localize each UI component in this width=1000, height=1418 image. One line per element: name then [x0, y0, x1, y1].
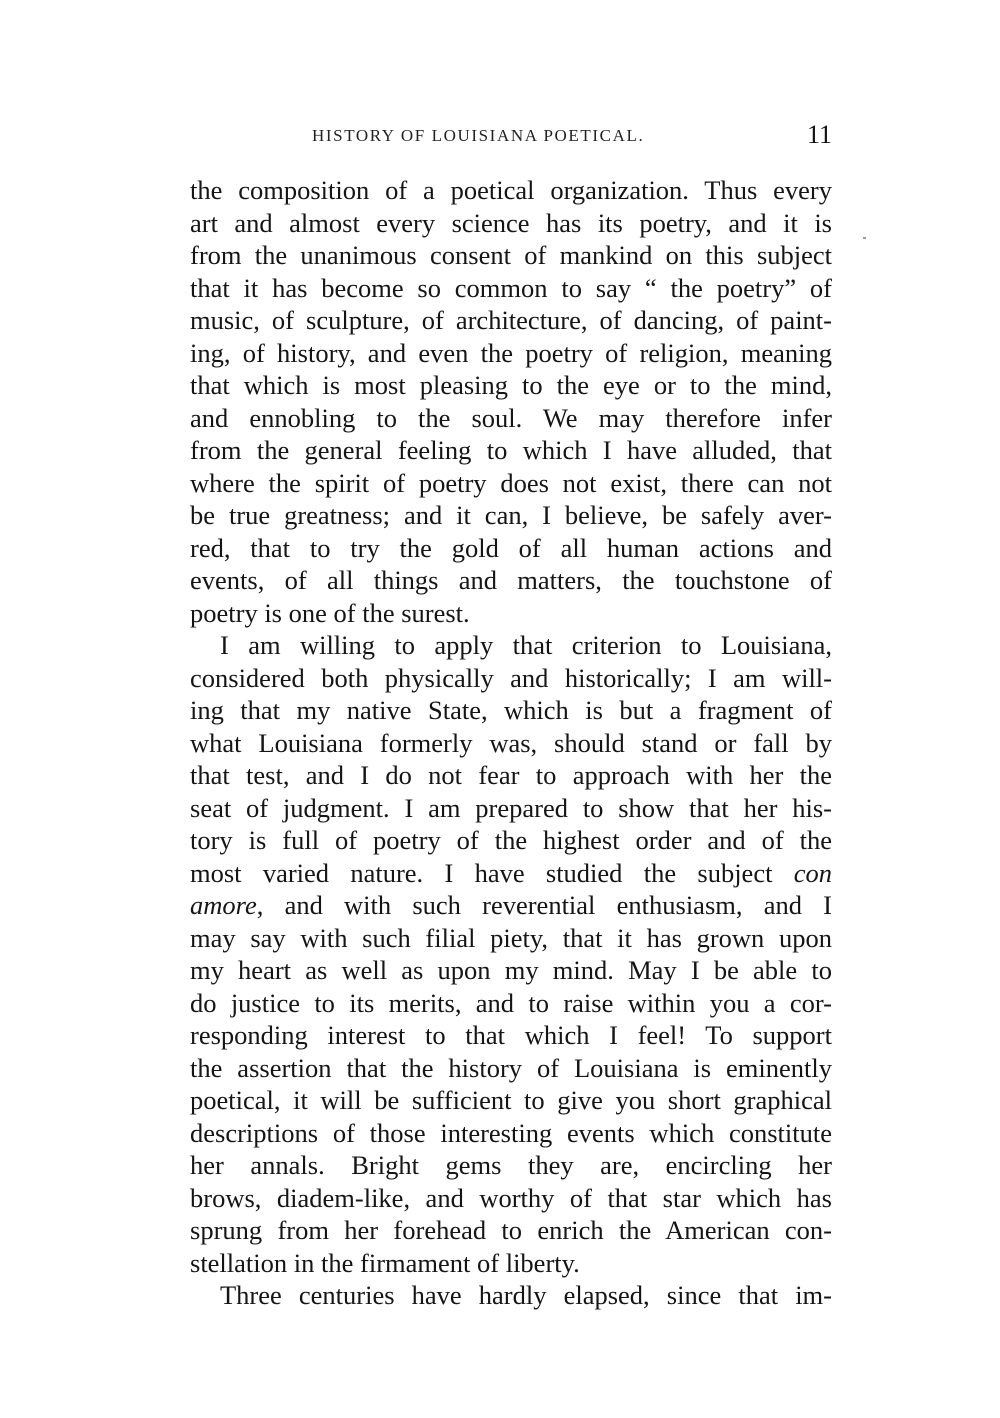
- text-line: my heart as well as upon my mind. May I be able to: [190, 955, 832, 985]
- text-line: may say with such filial piety, that it has grown upon: [190, 922, 832, 953]
- text-line: brows, diadem-like, and worthy of that star which has: [190, 1182, 832, 1213]
- text-segment: , and with such reverential enthusiasm, and I: [256, 890, 832, 920]
- text-line: be true greatness; and it can, I believe, be safely aver-: [190, 500, 832, 530]
- text-line: her annals. Bright gems they are, encircling her: [190, 1150, 832, 1180]
- text-line: music, of sculpture, of architecture, of dancing, of paint-: [190, 305, 832, 335]
- text-line: art and almost every science has its poetry, and it is: [190, 207, 832, 238]
- text-line: what Louisiana formerly was, should stand or fall by: [190, 727, 832, 758]
- text-line-with-italic: [190, 857, 832, 890]
- text-line: that test, and I do not fear to approach with her the: [190, 760, 832, 790]
- text-line: considered both physically and historically; I am will-: [190, 662, 832, 693]
- text-line: ing that my native State, which is but a fragment of: [190, 695, 832, 725]
- text-line: the composition of a poetical organization. Thus every: [190, 175, 832, 205]
- text-line: poetical, it will be sufficient to give you short graphical: [190, 1085, 832, 1115]
- text-line: the assertion that the history of Louisiana is eminently: [190, 1052, 832, 1083]
- text-line: events, of all things and matters, the touchstone of: [190, 565, 832, 595]
- text-line: responding interest to that which I feel! To support: [190, 1020, 832, 1050]
- text-line: tory is full of poetry of the highest order and of the: [190, 825, 832, 855]
- text-line: poetry is one of the surest.: [190, 597, 470, 628]
- italic-phrase: amore: [190, 890, 257, 920]
- text-line: from the general feeling to which I have alluded, that: [190, 435, 832, 465]
- text-line: from the unanimous consent of mankind on this subject: [190, 240, 832, 270]
- text-line: and ennobling to the soul. We may therefore infer: [190, 402, 832, 433]
- text-line: red, that to try the gold of all human actions and: [190, 532, 832, 563]
- text-line: do justice to its merits, and to raise within you a cor-: [190, 987, 832, 1018]
- text-line: I am willing to apply that criterion to Louisiana,: [220, 630, 832, 660]
- text-line: ing, of history, and even the poetry of religion, meaning: [190, 337, 832, 368]
- text-line: seat of judgment. I am prepared to show that her his-: [190, 792, 832, 823]
- running-head: [190, 118, 832, 158]
- text-line-with-italic: [190, 889, 832, 922]
- text-line: sprung from her forehead to enrich the American con-: [190, 1215, 832, 1245]
- page-number: 11: [806, 120, 832, 149]
- text-line: stellation in the firmament of liberty.: [190, 1247, 580, 1278]
- text-line: where the spirit of poetry does not exist, there can not: [190, 467, 832, 498]
- text-line: Three centuries have hardly elapsed, since that im-: [220, 1280, 832, 1310]
- text-segment: most varied nature. I have studied the subject: [190, 857, 773, 888]
- running-title: HISTORY OF LOUISIANA POETICAL.: [312, 126, 645, 145]
- text-line: that it has become so common to say “ the poetry” of: [190, 272, 832, 303]
- margin-speck: [863, 237, 866, 239]
- body-text: [190, 174, 832, 1312]
- text-line: descriptions of those interesting events which constitute: [190, 1117, 832, 1148]
- italic-phrase: con: [793, 857, 833, 888]
- text-line: that which is most pleasing to the eye or to the mind,: [190, 370, 832, 400]
